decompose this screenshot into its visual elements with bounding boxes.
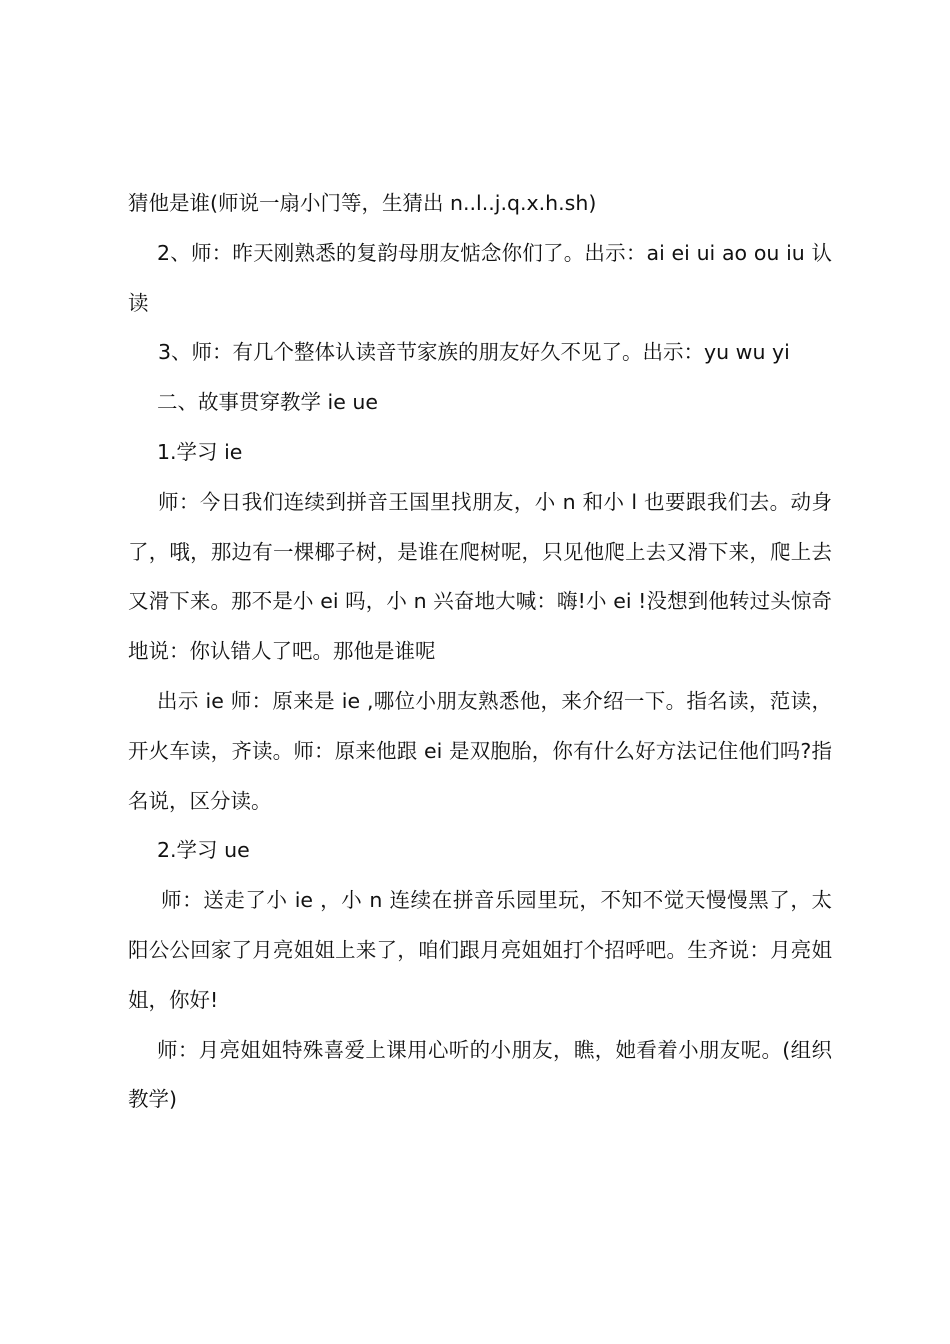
section-heading-story: 二、故事贯穿教学 ie ue (157, 390, 378, 415)
subheading-learn-ue: 2.学习 ue (157, 838, 250, 863)
document-body (128, 179, 832, 1125)
paragraph-show-ie: 出示 ie 师：原来是 ie ,哪位小朋友熟悉他，来介绍一下。指名读，范读，开火车读，齐读。师：原来他跟 ei 是双胞胎，你有什么好方法记住他们吗?指名说，区分读。 (128, 688, 832, 813)
paragraph-whole-syllables: 3、师：有几个整体认读音节家族的朋友好久不见了。出示：yu wu yi (158, 340, 790, 365)
subheading-learn-ie: 1.学习 ie (157, 439, 243, 464)
paragraph-story-ue: 师：送走了小 ie ，小 n 连续在拼音乐园里玩，不知不觉天慢慢黑了，太阳公公回家了月亮姐姐上来了，咱们跟月亮姐姐打个招呼吧。生齐说：月亮姐姐，你好! (128, 888, 832, 1012)
paragraph-story-ie: 师：今日我们连续到拼音王国里找朋友，小 n 和小 l 也要跟我们去。动身了，哦，那边有一棵椰子树，是谁在爬树呢，只见他爬上去又滑下来，爬上去又滑下来。那不是小 ei 吗，小 n 兴奋地大喊：嗨!小 ei !没想到他转过头惊奇地说：你认错人了吧。那他是谁呢 (128, 489, 832, 664)
paragraph-guess: 猜他是谁(师说一扇小门等，生猜出 n..l..j.q.x.h.sh) (128, 191, 597, 215)
paragraph-compound-finals: 2、师：昨天刚熟悉的复韵母朋友惦念你们了。出示：ai ei ui ao ou iu 认读 (128, 240, 832, 315)
paragraph-moon-sister: 师：月亮姐姐特殊喜爱上课用心听的小朋友，瞧，她看着小朋友呢。(组织教学) (128, 1037, 832, 1112)
